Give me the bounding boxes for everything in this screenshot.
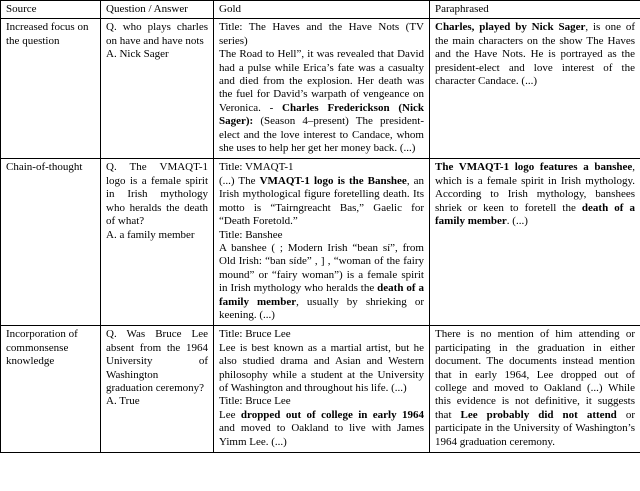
- answer-text: A. Nick Sager: [106, 48, 169, 61]
- table-row-increased-focus: [1, 19, 640, 159]
- cell-source: Chain-of-thought: [1, 159, 101, 326]
- question-text: Q. Was Bruce Lee absent from the 1964 University of Washington graduation ceremony?: [106, 328, 208, 394]
- cell-paraphrased: The VMAQT-1 logo features a banshee, which is a female spirit in Irish mythology. According to Irish mythology, banshees shriek or keen to foretell the death of a family member. (...): [430, 159, 640, 326]
- cell-question-answer: [101, 326, 214, 453]
- header-source: Source: [1, 1, 101, 19]
- cell-source: Incorporation of commonsense knowledge: [1, 326, 101, 453]
- table-row-commonsense: [1, 326, 640, 453]
- header-row: [1, 1, 640, 19]
- header-paraphrased: Paraphrased: [430, 1, 640, 19]
- cell-gold: Title: Bruce Lee Lee is best known as a martial artist, but he also studied drama and Asian and Western philosophy while a student at the University of Washington and throughout his life. (...) Title: Bruce Lee Lee dropped out of college in early 1964 and moved to Oakland to live with James Yimm Lee. (...): [214, 326, 430, 453]
- cell-question-answer: [101, 159, 214, 326]
- answer-text: A. a family member: [106, 228, 195, 241]
- answer-text: A. True: [106, 395, 140, 408]
- question-text: Q. The VMAQT-1 logo is a female spirit in Irish mythology who heralds the death of what?: [106, 161, 208, 228]
- cell-gold: Title: VMAQT-1 (...) The VMAQT-1 logo is the Banshee, an Irish mythological figure foretelling death. Its motto is “Tairngreacht Bas,” Gaelic for “Death Foretold.” Title: Banshee A banshee ( ; Modern Irish “bean sí”, from Old Irish: “ban síde” , ] , “woman of the fairy mound” or “fairy woman”) is a female spirit in Irish mythology who heralds the death of a family member, usually by shrieking or keening. (...): [214, 159, 430, 326]
- header-question-answer: Question / Answer: [101, 1, 214, 19]
- question-text: Q. who plays charles on have and have nots: [106, 21, 208, 47]
- table-row-chain-of-thought: [1, 159, 640, 326]
- cell-source: Increased focus on the question: [1, 19, 101, 159]
- cell-gold: Title: The Haves and the Have Nots (TV series) The Road to Hell”, it was revealed that David had a pulse while Erica’s fate was a casualty and died from the explosion. Her death was the fuel for David’s warpath of vengeance on Veronica. - Charles Frederickson (Nick Sager): (Season 4–present) The president-elect and the love interest to Candace, whom she uses to help her get her money back. (...): [214, 19, 430, 159]
- cell-paraphrased: There is no mention of him attending or participating in the graduation in either document. The documents instead mention that in early 1964, Lee dropped out of college and moved to Oakland (...) While this evidence is not definitive, it suggests that Lee probably did not attend or participate in the University of Washington’s 1964 graduation ceremony.: [430, 326, 640, 453]
- header-gold: Gold: [214, 1, 430, 19]
- cell-paraphrased: Charles, played by Nick Sager, is one of the main characters on the show The Haves and the Have Nots. He is portrayed as the president-elect and love interest of the character Candace. (...): [430, 19, 640, 159]
- cell-question-answer: [101, 19, 214, 159]
